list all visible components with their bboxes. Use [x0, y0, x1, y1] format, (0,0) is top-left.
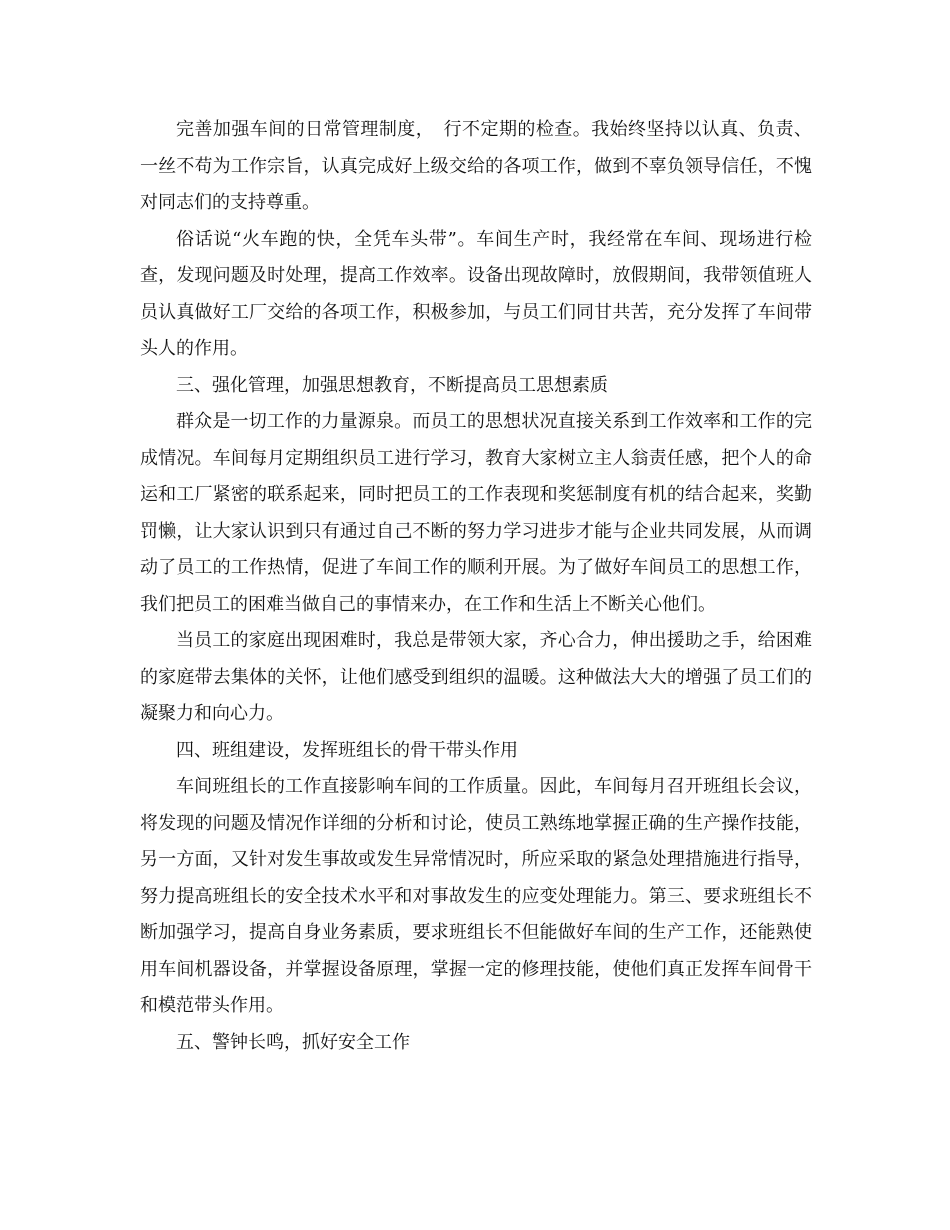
section-heading-4: 四、班组建设，发挥班组长的骨干带头作用: [176, 739, 518, 761]
document-body: [140, 112, 812, 1061]
paragraph-3: 群众是一切工作的力量源泉。而员工的思想状况直接关系到工作效率和工作的完成情况。车间每月定期组织员工进行学习，教育大家树立主人翁责任感，把个人的命运和工厂紧密的联系起来，同时把员工的工作表现和奖惩制度有机的结合起来，奖勤罚懒，让大家认识到只有通过自己不断的努力学习进步才能与企业共同发展，从而调动了员工的工作热情，促进了车间工作的顺利开展。为了做好车间员工的思想工作，我们把员工的困难当做自己的事情来办，在工作和生活上不断关心他们。: [140, 411, 812, 615]
section-heading-3: 三、强化管理，加强思想教育，不断提高员工思想素质: [176, 374, 608, 396]
paragraph-1: 完善加强车间的日常管理制度， 行不定期的检查。我始终坚持以认真、负责、一丝不苟为工作宗旨，认真完成好上级交给的各项工作，做到不辜负领导信任，不愧对同志们的支持尊重。: [140, 119, 812, 213]
section-heading-5: 五、警钟长鸣，抓好安全工作: [176, 1031, 410, 1053]
paragraph-2: 俗话说“火车跑的快，全凭车头带”。车间生产时，我经常在车间、现场进行检查，发现问题及时处理，提高工作效率。设备出现故障时，放假期间，我带领值班人员认真做好工厂交给的各项工作，积极参加，与员工们同甘共苦，充分发挥了车间带头人的作用。: [140, 228, 812, 359]
paragraph-5: 车间班组长的工作直接影响车间的工作质量。因此，车间每月召开班组长会议，将发现的问题及情况作详细的分析和讨论，使员工熟练地掌握正确的生产操作技能，另一方面，又针对发生事故或发生异常情况时，所应采取的紧急处理措施进行指导，努力提高班组长的安全技术水平和对事故发生的应变处理能力。第三、要求班组长不断加强学习，提高自身业务素质，要求班组长不但能做好车间的生产工作，还能熟使用车间机器设备，并掌握设备原理，掌握一定的修理技能，使他们真正发挥车间骨干和模范带头作用。: [140, 776, 812, 1016]
paragraph-4: 当员工的家庭出现困难时，我总是带领大家，齐心合力，伸出援助之手，给困难的家庭带去集体的关怀，让他们感受到组织的温暖。这种做法大大的增强了员工们的凝聚力和向心力。: [140, 630, 812, 724]
